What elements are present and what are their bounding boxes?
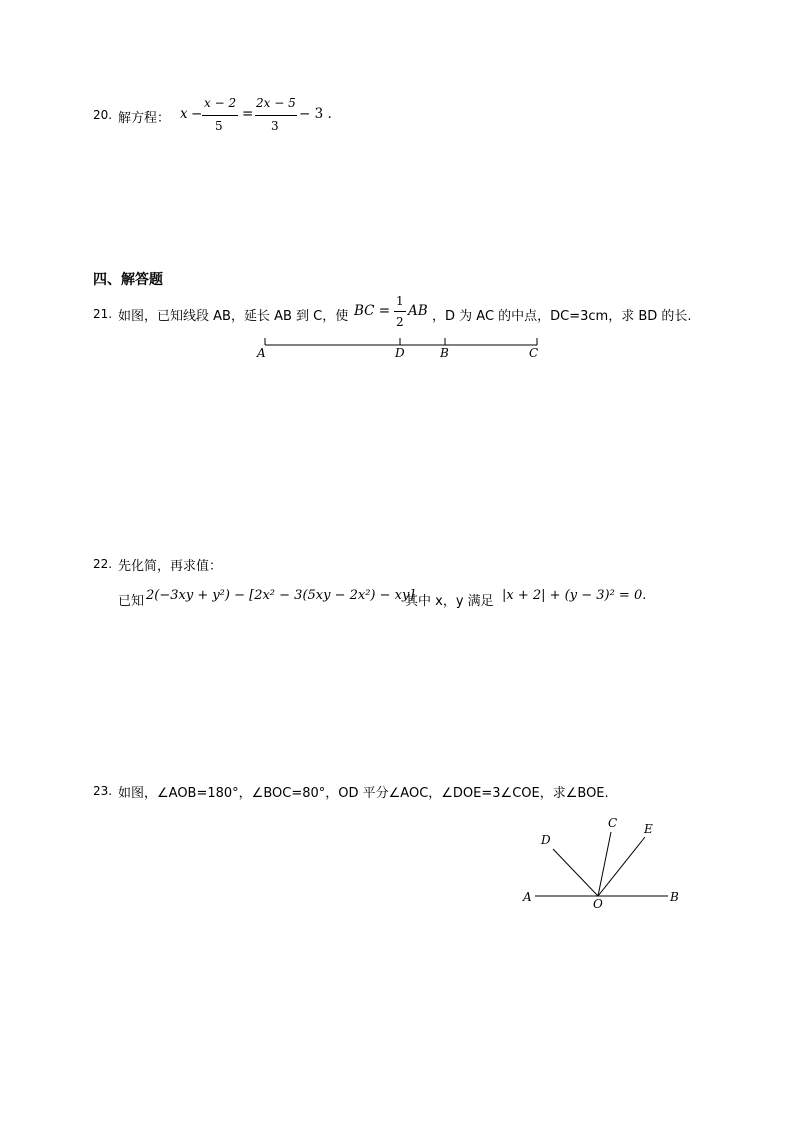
half-denominator: 2 [396,315,404,329]
question-title: 先化简，再求值： [118,559,223,574]
fraction-2 [255,96,297,138]
point-label-a: A [523,890,532,904]
equals-sign: = [242,106,254,122]
question-number: 23. [93,784,113,798]
fraction-2-numerator: 2x − 5 [256,96,296,110]
ray-oc [598,832,611,896]
fraction-1 [202,96,238,138]
angle-diagram [510,812,690,912]
given-prefix: 已知 [118,594,145,609]
segment-diagram [250,332,550,364]
point-label-d: D [395,346,405,360]
equation-tail: − 3 . [299,106,332,122]
expression: 2(−3xy + y²) − [2x² − 3(5xy − 2x²) − xy] [146,588,415,603]
ab-term: AB [408,303,428,319]
condition: |x + 2| + (y − 3)² = 0. [502,588,647,603]
question-text-before: 如图，已知线段 AB，延长 AB 到 C，使 [118,309,349,324]
minus-sign: − [191,106,203,122]
question-number: 20. [93,108,113,122]
ray-od [553,849,598,896]
variable-x: x [180,106,188,122]
question-number: 22. [93,557,113,571]
half-fraction [394,294,406,334]
point-label-b: B [440,346,449,360]
section-heading: 四、解答题 [93,272,163,288]
point-label-a: A [257,346,266,360]
question-number: 21. [93,307,113,321]
question-text: 如图，∠AOB=180°，∠BOC=80°，OD 平分∠AOC，∠DOE=3∠COE，求∠BOE. [118,786,609,801]
fraction-bar [394,311,406,312]
question-label: 解方程： [118,111,171,126]
point-label-c: C [529,346,539,360]
fraction-bar [202,115,238,116]
point-label-b: B [670,890,679,904]
point-label-o: O [593,897,603,911]
half-numerator: 1 [396,294,404,308]
ray-oe [598,837,645,896]
bc-equals: BC = [354,303,391,319]
fraction-bar [255,115,297,116]
fraction-1-numerator: x − 2 [204,96,237,110]
point-label-c: C [608,816,618,830]
point-label-e: E [644,822,653,836]
fraction-1-denominator: 5 [215,119,223,133]
where-text: 其中 x，y 满足 [405,594,494,609]
fraction-2-denominator: 3 [271,119,279,133]
question-text-after: ，D 为 AC 的中点，DC=3cm，求 BD 的长. [432,309,692,324]
point-label-d: D [541,833,551,847]
